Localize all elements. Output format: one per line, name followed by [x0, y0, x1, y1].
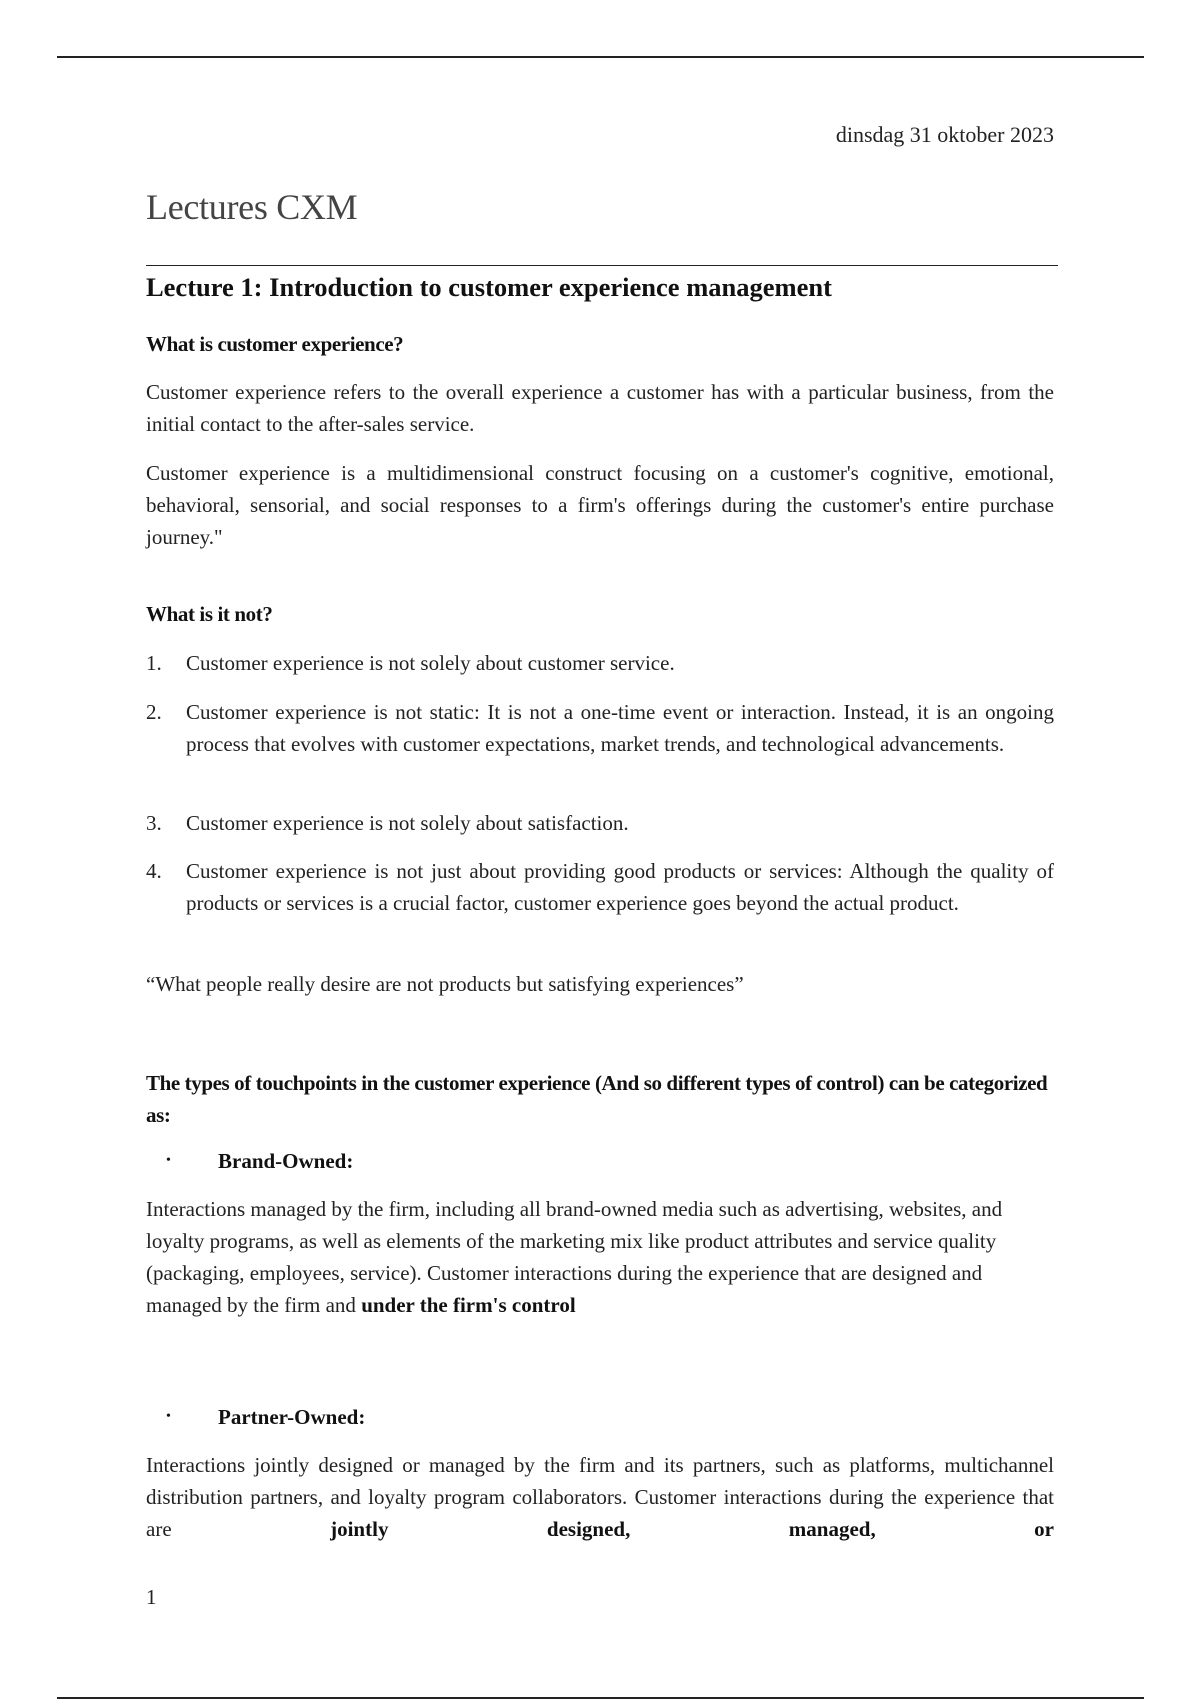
brand-owned-text: Interactions managed by the firm, including all brand-owned media such as advertising, websites, and loyalty programs, as well as elements of the marketing mix like product attributes and service quality (packaging, employees, service). Customer interactions during the experience that are designed and managed by the firm and — [146, 1197, 1003, 1317]
touchpoints-heading: The types of touchpoints in the customer experience (And so different types of control) can be categorized as: — [146, 1071, 1048, 1127]
list-item — [146, 807, 1054, 839]
list-item-text: Customer experience is not solely about customer service. — [186, 651, 675, 675]
definition-paragraph-2: Customer experience is a multidimensional construct focusing on a customer's cognitive, emotional, behavioral, sensorial, and social responses to a firm's offerings during the customer's entire purchase journey." — [146, 461, 1054, 549]
bullet-label: Brand-Owned: — [218, 1149, 354, 1173]
brand-owned-paragraph — [146, 1193, 1026, 1321]
what-is-heading: What is customer experience? — [146, 332, 404, 356]
brand-owned-emphasis: under the firm's control — [361, 1293, 576, 1317]
document-title: Lectures CXM — [146, 187, 358, 227]
document-date: dinsdag 31 oktober 2023 — [835, 122, 1054, 147]
definition-paragraph-1: Customer experience refers to the overall experience a customer has with a particular business, from the initial contact to the after-sales service. — [146, 380, 1054, 436]
list-item-number: 2. — [146, 700, 162, 724]
partner-owned-emphasis: jointly designed, managed, or — [330, 1517, 1055, 1541]
lecture-heading: Lecture 1: Introduction to customer experience management — [146, 272, 832, 302]
list-item — [146, 855, 1054, 919]
quote-paragraph: “What people really desire are not products but satisfying experiences” — [146, 972, 744, 996]
list-item-text: Customer experience is not static: It is not a one-time event or interaction. Instead, it is an ongoing process that evolves with customer expectations, market trends, and technological advancements. — [186, 700, 1054, 756]
page-bottom-rule — [57, 1697, 1144, 1699]
list-item-text: Customer experience is not just about providing good products or services: Although the quality of products or services is a crucial factor, customer experience goes beyond the actual product. — [186, 859, 1054, 915]
page-number: 1 — [146, 1585, 157, 1609]
title-divider — [146, 265, 1058, 266]
list-item-number: 4. — [146, 859, 162, 883]
partner-owned-text: Interactions jointly designed or managed by the firm and its partners, such as platforms, multichannel distribution partners, and loyalty program collaborators. Customer interactions during the experience that are — [146, 1453, 1054, 1541]
what-not-heading: What is it not? — [146, 602, 273, 626]
bullet-icon: • — [166, 1153, 171, 1168]
list-item — [146, 647, 1054, 679]
list-item-number: 3. — [146, 811, 162, 835]
page-top-rule — [57, 56, 1144, 58]
bullet-icon: • — [166, 1409, 171, 1424]
list-item-number: 1. — [146, 651, 162, 675]
list-item-text: Customer experience is not solely about satisfaction. — [186, 811, 629, 835]
partner-owned-paragraph — [146, 1449, 1054, 1545]
list-item — [146, 696, 1054, 760]
bullet-label: Partner-Owned: — [218, 1405, 366, 1429]
